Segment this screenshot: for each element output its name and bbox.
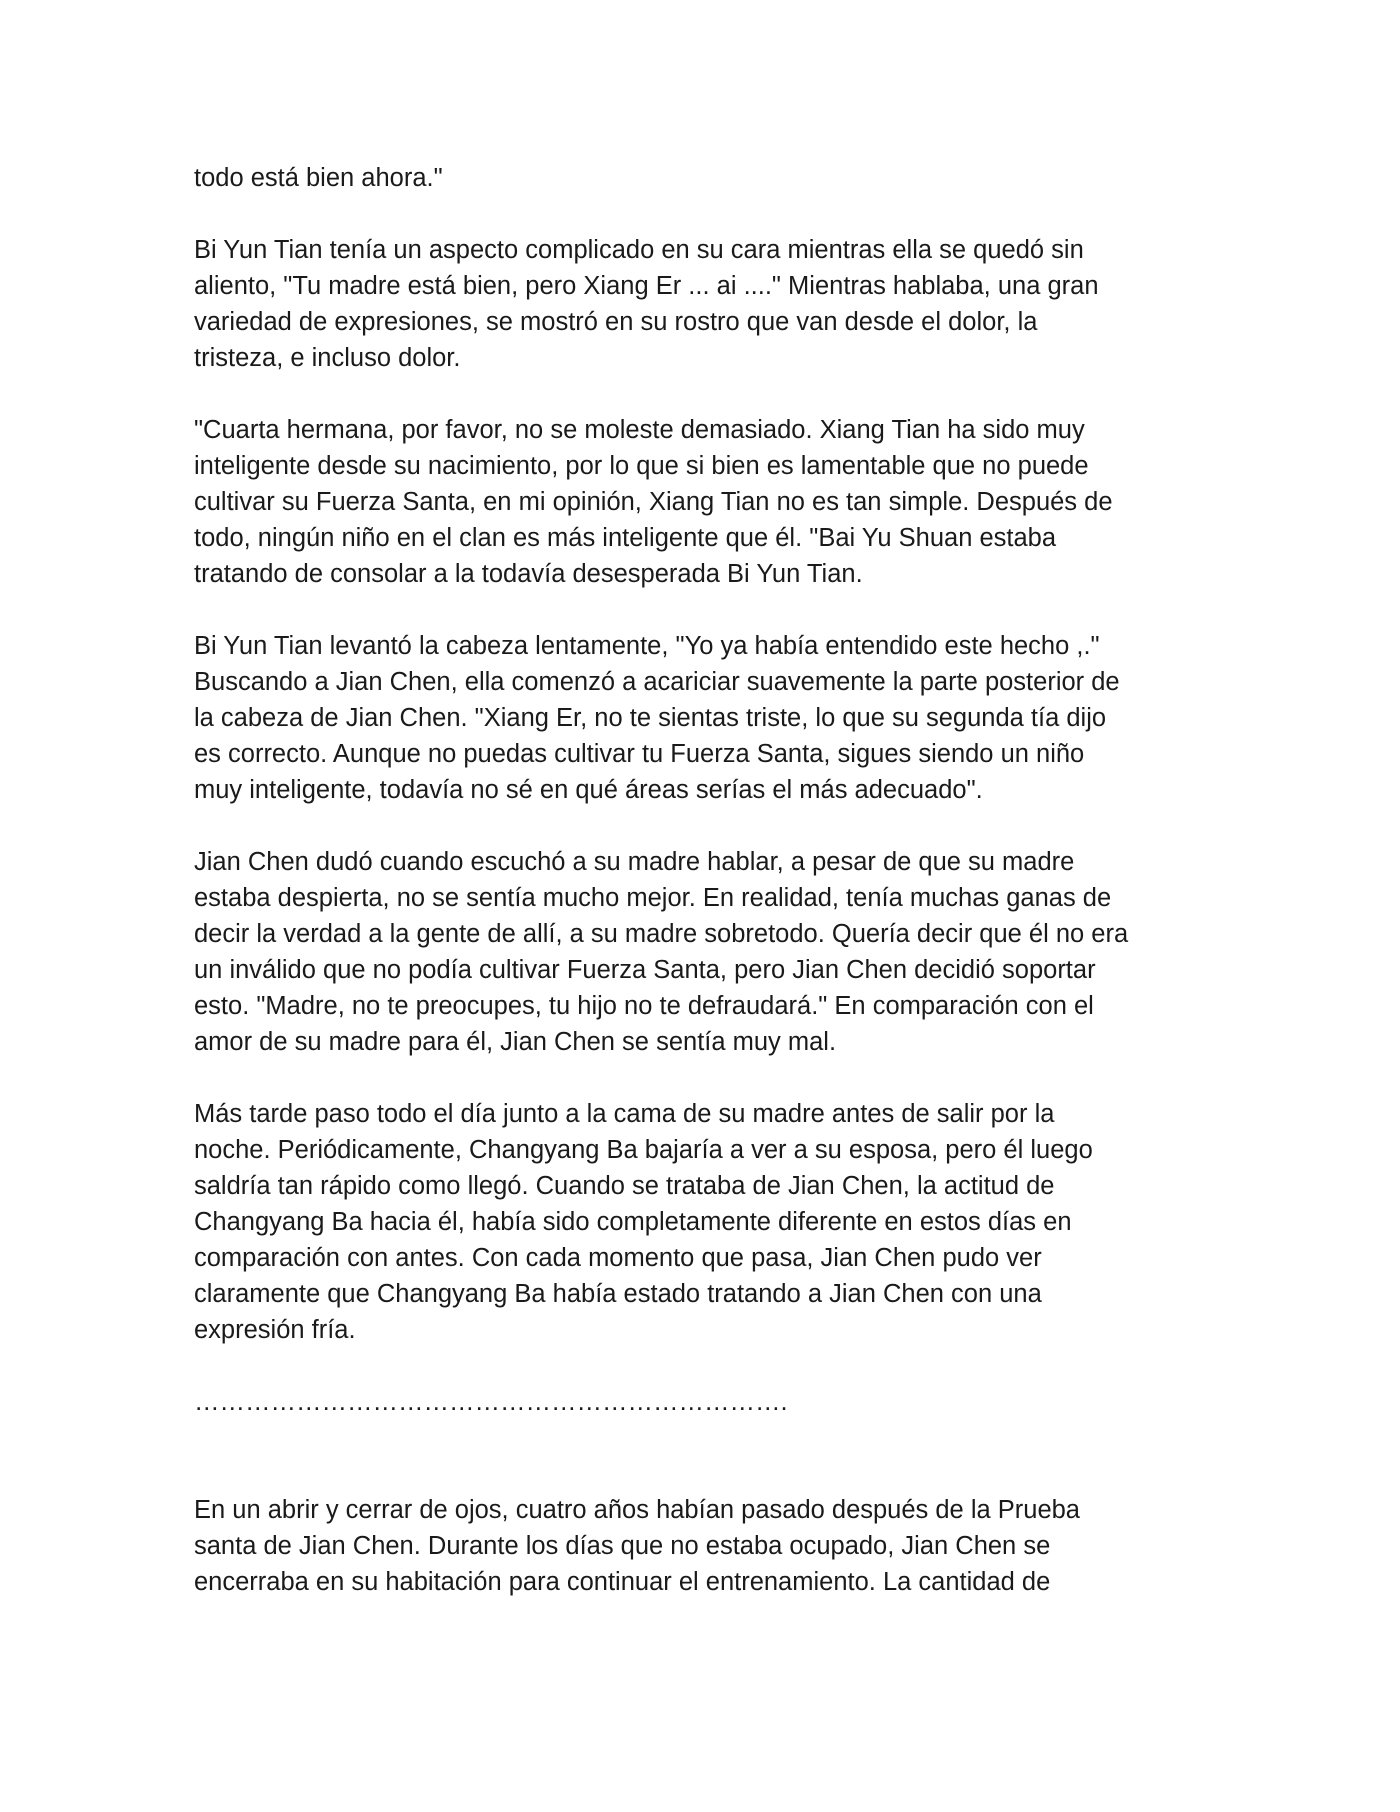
paragraph-6: Más tarde paso todo el día junto a la cama de su madre antes de salir por la noche. Periódicamente, Changyang Ba bajaría a ver a su esposa, pero él luego saldría tan rápido como llegó. Cuando se trataba de Jian Chen, la actitud de Changyang Ba hacia él, había sido completamente diferente en estos días en comparación con antes. Con cada momento que pasa, Jian Chen pudo ver claramente que Changyang Ba había estado tratando a Jian Chen con una expresión fría. — [194, 1100, 1093, 1344]
paragraph-2: Bi Yun Tian tenía un aspecto complicado en su cara mientras ella se quedó sin aliento, "Tu madre está bien, pero Xiang Er ... ai ...." Mientras hablaba, una gran variedad de expresiones, se mostró en su rostro que van desde el dolor, la tristeza, e incluso dolor. — [194, 236, 1099, 372]
paragraph-3: "Cuarta hermana, por favor, no se moleste demasiado. Xiang Tian ha sido muy inteligente desde su nacimiento, por lo que si bien es lamentable que no puede cultivar su Fuerza Santa, en mi opinión, Xiang Tian no es tan simple. Después de todo, ningún niño en el clan es más inteligente que él. "Bai Yu Shuan estaba tratando de consolar a la todavía desesperada Bi Yun Tian. — [194, 416, 1113, 588]
section-separator: ……………………………………………………………. — [194, 1388, 788, 1416]
paragraph-1: todo está bien ahora." — [194, 164, 443, 192]
paragraph-4: Bi Yun Tian levantó la cabeza lentamente, "Yo ya había entendido este hecho ,." Buscando a Jian Chen, ella comenzó a acariciar suavemente la parte posterior de la cabeza de Jian Chen. "Xiang Er, no te sientas triste, lo que su segunda tía dijo es correcto. Aunque no puedas cultivar tu Fuerza Santa, sigues siendo un niño muy inteligente, todavía no sé en qué áreas serías el más adecuado". — [194, 632, 1120, 804]
paragraph-final: En un abrir y cerrar de ojos, cuatro años habían pasado después de la Prueba santa de Jian Chen. Durante los días que no estaba ocupado, Jian Chen se encerraba en su habitación para continuar el entrenamiento. La cantidad de — [194, 1496, 1080, 1596]
paragraph-5: Jian Chen dudó cuando escuchó a su madre hablar, a pesar de que su madre estaba despierta, no se sentía mucho mejor. En realidad, tenía muchas ganas de decir la verdad a la gente de allí, a su madre sobretodo. Quería decir que él no era un inválido que no podía cultivar Fuerza Santa, pero Jian Chen decidió soportar esto. "Madre, no te preocupes, tu hijo no te defraudará." En comparación con el amor de su madre para él, Jian Chen se sentía muy mal. — [194, 848, 1129, 1056]
document-body — [194, 160, 1234, 1636]
